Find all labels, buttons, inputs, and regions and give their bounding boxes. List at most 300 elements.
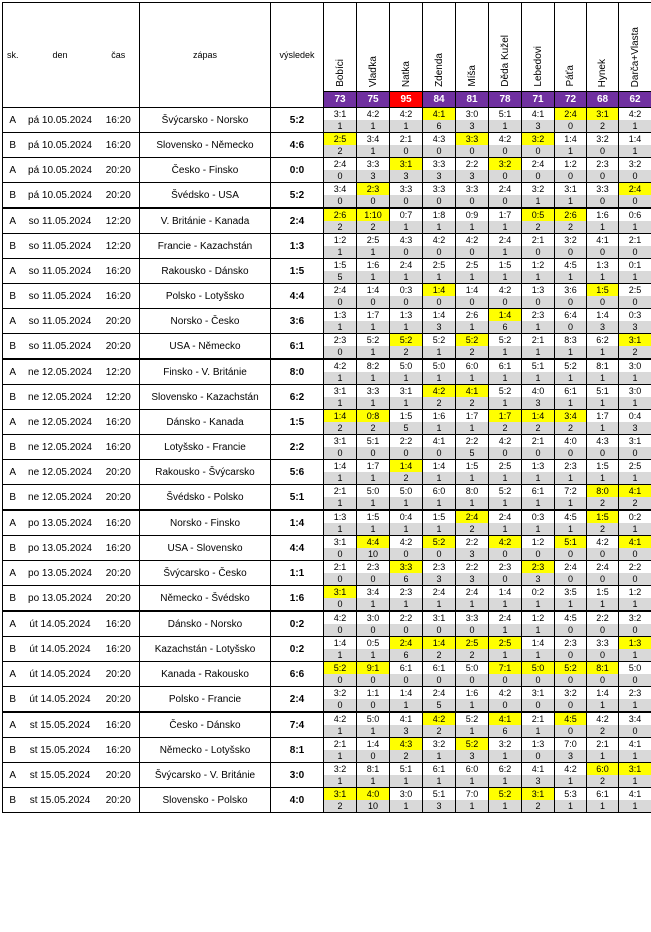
points-cell: 0: [555, 674, 587, 687]
tip-cell: 2:4: [423, 687, 456, 700]
time-cell: 16:20: [98, 510, 140, 536]
points-cell: 1: [489, 397, 522, 410]
points-cell: 3: [619, 422, 651, 435]
player-name: Lebedovi: [533, 46, 544, 87]
result-cell: 8:1: [271, 738, 324, 763]
date-cell: ne 12.05.2024: [23, 385, 98, 410]
player-total-score: 71: [522, 92, 555, 108]
points-cell: 2: [587, 497, 619, 510]
group-cell: A: [3, 259, 23, 284]
points-cell: 1: [619, 221, 651, 234]
time-cell: 16:20: [98, 738, 140, 763]
points-cell: 0: [555, 447, 587, 460]
group-cell: A: [3, 561, 23, 586]
tip-cell: 3:1: [522, 687, 555, 700]
result-cell: 2:2: [271, 435, 324, 460]
points-cell: 0: [619, 548, 651, 561]
points-cell: 6: [489, 321, 522, 334]
tip-cell: 3:1: [587, 108, 619, 121]
points-cell: 1: [489, 472, 522, 485]
tip-cell: 1:2: [522, 259, 555, 272]
time-cell: 20:20: [98, 687, 140, 713]
group-cell: A: [3, 208, 23, 234]
points-cell: 1: [324, 497, 357, 510]
points-cell: 1: [357, 246, 390, 259]
points-cell: 0: [522, 296, 555, 309]
date-cell: po 13.05.2024: [23, 510, 98, 536]
points-cell: 1: [357, 397, 390, 410]
match-cell: USA - Německo: [140, 334, 271, 360]
points-cell: 2: [456, 523, 489, 536]
match-row: [3, 133, 651, 146]
tip-cell: 1:4: [423, 460, 456, 473]
group-cell: B: [3, 788, 23, 813]
tip-cell: 3:1: [619, 334, 651, 347]
player-name: Páťa: [565, 65, 576, 87]
tip-cell: 1:4: [619, 133, 651, 146]
tip-cell: 3:2: [555, 687, 587, 700]
points-cell: 0: [522, 699, 555, 712]
points-cell: 0: [555, 649, 587, 662]
result-cell: 4:6: [271, 133, 324, 158]
player-total-score: 73: [324, 92, 357, 108]
tip-cell: 6:1: [555, 385, 587, 398]
tip-cell: 1:4: [423, 309, 456, 322]
points-cell: 1: [423, 523, 456, 536]
points-cell: 3: [522, 120, 555, 133]
points-cell: 1: [390, 120, 423, 133]
tip-cell: 2:4: [423, 586, 456, 599]
time-cell: 20:20: [98, 561, 140, 586]
tip-cell: 1:10: [357, 208, 390, 221]
tip-cell: 4:2: [489, 435, 522, 448]
match-row: [3, 435, 651, 448]
tip-cell: 6:0: [456, 763, 489, 776]
points-cell: 2: [456, 346, 489, 359]
tip-cell: 2:5: [456, 259, 489, 272]
player-total-score: 72: [555, 92, 587, 108]
tip-cell: 2:1: [324, 561, 357, 574]
tip-cell: 0:5: [357, 637, 390, 650]
tip-cell: 3:5: [555, 586, 587, 599]
group-cell: B: [3, 183, 23, 209]
points-cell: 1: [324, 372, 357, 385]
group-cell: A: [3, 662, 23, 687]
tip-cell: 4:1: [390, 712, 423, 725]
time-cell: 16:20: [98, 284, 140, 309]
points-cell: 3: [522, 397, 555, 410]
match-cell: Švédsko - Polsko: [140, 485, 271, 511]
points-cell: 1: [555, 145, 587, 158]
match-cell: Rakousko - Švýcarsko: [140, 460, 271, 485]
points-cell: 3: [456, 548, 489, 561]
match-cell: Polsko - Francie: [140, 687, 271, 713]
points-cell: 1: [619, 523, 651, 536]
points-cell: 1: [324, 750, 357, 763]
points-cell: 1: [357, 346, 390, 359]
day-header: den: [23, 3, 98, 108]
points-cell: 0: [587, 573, 619, 586]
player-total-score: 62: [619, 92, 651, 108]
time-cell: 16:20: [98, 611, 140, 637]
result-cell: 0:2: [271, 637, 324, 662]
tip-cell: 4:1: [587, 234, 619, 247]
points-cell: 1: [357, 321, 390, 334]
match-row: [3, 611, 651, 624]
points-cell: 1: [489, 775, 522, 788]
tip-cell: 5:0: [522, 662, 555, 675]
time-cell: 12:20: [98, 234, 140, 259]
match-cell: Německo - Švédsko: [140, 586, 271, 612]
tip-cell: 4:2: [587, 712, 619, 725]
tip-cell: 4:2: [489, 536, 522, 549]
tip-cell: 2:6: [456, 309, 489, 322]
tip-cell: 0:3: [390, 284, 423, 297]
tip-cell: 2:4: [456, 586, 489, 599]
points-cell: 1: [489, 750, 522, 763]
tip-cell: 2:1: [324, 738, 357, 751]
tip-cell: 4:2: [390, 108, 423, 121]
tip-cell: 3:4: [357, 586, 390, 599]
points-cell: 2: [619, 346, 651, 359]
time-cell: 20:20: [98, 334, 140, 360]
tip-cell: 2:3: [522, 309, 555, 322]
match-row: [3, 284, 651, 297]
tip-cell: 1:7: [587, 410, 619, 423]
points-cell: 0: [522, 548, 555, 561]
tip-cell: 3:1: [555, 183, 587, 196]
match-row: [3, 234, 651, 247]
tip-cell: 5:2: [456, 712, 489, 725]
result-header: výsledek: [271, 3, 324, 108]
player-name: Darča+Vlasta: [630, 27, 641, 87]
points-cell: 3: [423, 800, 456, 813]
points-cell: 1: [390, 221, 423, 234]
group-cell: A: [3, 763, 23, 788]
points-cell: 0: [587, 447, 619, 460]
points-cell: 1: [619, 775, 651, 788]
match-row: [3, 485, 651, 498]
match-cell: Česko - Dánsko: [140, 712, 271, 738]
points-cell: 0: [587, 195, 619, 208]
points-cell: 1: [619, 472, 651, 485]
tip-cell: 1:5: [587, 284, 619, 297]
points-cell: 0: [522, 674, 555, 687]
tip-cell: 4:5: [555, 259, 587, 272]
tip-cell: 3:3: [456, 133, 489, 146]
points-cell: 3: [423, 170, 456, 183]
tip-cell: 4:1: [522, 108, 555, 121]
points-cell: 1: [619, 372, 651, 385]
match-row: [3, 309, 651, 322]
tipping-table: [2, 2, 651, 813]
tip-cell: 3:0: [456, 108, 489, 121]
group-cell: B: [3, 133, 23, 158]
points-cell: 0: [357, 750, 390, 763]
result-cell: 6:2: [271, 385, 324, 410]
tip-cell: 5:0: [619, 662, 651, 675]
tip-cell: 5:2: [423, 536, 456, 549]
date-cell: so 11.05.2024: [23, 284, 98, 309]
tip-cell: 4:1: [619, 485, 651, 498]
result-cell: 5:1: [271, 485, 324, 511]
tip-cell: 0:3: [522, 510, 555, 523]
match-row: [3, 334, 651, 347]
points-cell: 0: [619, 195, 651, 208]
points-cell: 1: [390, 800, 423, 813]
points-cell: 2: [456, 397, 489, 410]
tip-cell: 2:2: [456, 536, 489, 549]
result-cell: 4:4: [271, 284, 324, 309]
points-cell: 0: [619, 624, 651, 637]
tip-cell: 1:4: [522, 637, 555, 650]
tip-cell: 4:1: [456, 385, 489, 398]
points-cell: 1: [456, 775, 489, 788]
points-cell: 1: [489, 800, 522, 813]
group-cell: A: [3, 712, 23, 738]
tip-cell: 2:5: [324, 133, 357, 146]
time-cell: 16:20: [98, 259, 140, 284]
tip-cell: 5:1: [423, 788, 456, 801]
points-cell: 1: [390, 321, 423, 334]
date-cell: ne 12.05.2024: [23, 359, 98, 385]
tip-cell: 6:0: [456, 359, 489, 372]
tip-cell: 8:0: [587, 485, 619, 498]
match-cell: Kanada - Rakousko: [140, 662, 271, 687]
points-cell: 2: [390, 750, 423, 763]
player-name: Vlaďka: [368, 56, 379, 87]
tip-cell: 2:4: [489, 234, 522, 247]
tip-cell: 3:3: [423, 158, 456, 171]
points-cell: 0: [390, 145, 423, 158]
points-cell: 2: [489, 422, 522, 435]
tip-cell: 0:3: [619, 309, 651, 322]
points-cell: 1: [390, 372, 423, 385]
tip-cell: 1:4: [456, 284, 489, 297]
tip-cell: 3:1: [390, 158, 423, 171]
tip-cell: 2:3: [555, 460, 587, 473]
date-cell: út 14.05.2024: [23, 611, 98, 637]
points-cell: 0: [522, 246, 555, 259]
tip-cell: 0:2: [522, 586, 555, 599]
time-cell: 12:20: [98, 359, 140, 385]
points-cell: 1: [324, 775, 357, 788]
tip-cell: 2:3: [324, 334, 357, 347]
points-cell: 2: [587, 523, 619, 536]
date-cell: so 11.05.2024: [23, 309, 98, 334]
points-cell: 0: [423, 296, 456, 309]
tip-cell: 2:4: [489, 183, 522, 196]
result-cell: 7:4: [271, 712, 324, 738]
tip-cell: 5:1: [357, 435, 390, 448]
points-cell: 1: [522, 497, 555, 510]
points-cell: 1: [456, 598, 489, 611]
tip-cell: 4:0: [357, 788, 390, 801]
date-cell: so 11.05.2024: [23, 259, 98, 284]
group-cell: A: [3, 309, 23, 334]
match-row: [3, 712, 651, 725]
points-cell: 5: [456, 447, 489, 460]
points-cell: 0: [357, 674, 390, 687]
group-cell: B: [3, 485, 23, 511]
points-cell: 6: [390, 649, 423, 662]
tip-cell: 0:6: [619, 208, 651, 221]
points-cell: 0: [390, 246, 423, 259]
points-cell: 0: [619, 296, 651, 309]
match-row: [3, 662, 651, 675]
points-cell: 2: [324, 145, 357, 158]
tip-cell: 3:0: [357, 611, 390, 624]
tip-cell: 4:3: [423, 133, 456, 146]
points-cell: 0: [587, 548, 619, 561]
points-cell: 0: [390, 674, 423, 687]
player-total-score: 84: [423, 92, 456, 108]
points-cell: 1: [390, 775, 423, 788]
tip-cell: 5:2: [456, 334, 489, 347]
tip-cell: 1:5: [423, 510, 456, 523]
result-cell: 1:1: [271, 561, 324, 586]
tip-cell: 4:2: [423, 234, 456, 247]
player-header: [522, 3, 555, 92]
tip-cell: 2:3: [522, 561, 555, 574]
points-cell: 1: [489, 649, 522, 662]
points-cell: 0: [357, 699, 390, 712]
tip-cell: 2:4: [555, 561, 587, 574]
points-cell: 3: [456, 170, 489, 183]
match-cell: Norsko - Finsko: [140, 510, 271, 536]
tip-cell: 2:1: [522, 712, 555, 725]
points-cell: 1: [324, 246, 357, 259]
tip-cell: 2:3: [390, 586, 423, 599]
points-cell: 0: [489, 170, 522, 183]
tip-cell: 1:2: [555, 158, 587, 171]
group-cell: A: [3, 410, 23, 435]
points-cell: 2: [390, 472, 423, 485]
tip-cell: 3:2: [619, 158, 651, 171]
tip-cell: 4:1: [522, 763, 555, 776]
points-cell: 0: [390, 195, 423, 208]
points-cell: 1: [587, 221, 619, 234]
tip-cell: 1:4: [587, 309, 619, 322]
tip-cell: 4:1: [423, 435, 456, 448]
points-cell: 2: [324, 221, 357, 234]
points-cell: 1: [587, 422, 619, 435]
tip-cell: 3:2: [619, 611, 651, 624]
tip-cell: 6:2: [489, 763, 522, 776]
points-cell: 2: [587, 775, 619, 788]
match-cell: Finsko - V. Británie: [140, 359, 271, 385]
tip-cell: 5:2: [390, 334, 423, 347]
points-cell: 2: [587, 120, 619, 133]
match-cell: Německo - Lotyšsko: [140, 738, 271, 763]
tip-cell: 3:4: [324, 183, 357, 196]
tip-cell: 6:1: [587, 788, 619, 801]
points-cell: 1: [555, 497, 587, 510]
points-cell: 0: [456, 296, 489, 309]
tip-cell: 3:3: [456, 611, 489, 624]
tip-cell: 5:2: [555, 359, 587, 372]
tip-cell: 3:3: [390, 183, 423, 196]
player-header: [489, 3, 522, 92]
tip-cell: 7:1: [489, 662, 522, 675]
group-cell: B: [3, 536, 23, 561]
tip-cell: 4:2: [324, 712, 357, 725]
points-cell: 1: [555, 271, 587, 284]
time-cell: 20:20: [98, 485, 140, 511]
points-cell: 1: [522, 472, 555, 485]
points-cell: 0: [489, 548, 522, 561]
tip-cell: 2:5: [489, 460, 522, 473]
tip-cell: 2:5: [619, 460, 651, 473]
tip-cell: 1:3: [522, 738, 555, 751]
points-cell: 1: [324, 321, 357, 334]
tip-cell: 2:1: [324, 485, 357, 498]
points-cell: 1: [456, 271, 489, 284]
points-cell: 1: [522, 346, 555, 359]
tip-cell: 4:2: [489, 133, 522, 146]
points-cell: 0: [522, 750, 555, 763]
points-cell: 1: [522, 649, 555, 662]
tip-cell: 7:0: [456, 788, 489, 801]
points-cell: 3: [522, 573, 555, 586]
tip-cell: 1:6: [423, 410, 456, 423]
points-cell: 0: [587, 246, 619, 259]
points-cell: 1: [489, 271, 522, 284]
tip-cell: 3:2: [324, 763, 357, 776]
tip-cell: 5:0: [357, 712, 390, 725]
tip-cell: 5:2: [324, 662, 357, 675]
result-cell: 5:2: [271, 183, 324, 209]
points-cell: 0: [324, 674, 357, 687]
tip-cell: 6:0: [587, 763, 619, 776]
points-cell: 1: [619, 750, 651, 763]
tip-cell: 1:3: [324, 309, 357, 322]
tip-cell: 2:2: [390, 611, 423, 624]
points-cell: 0: [324, 598, 357, 611]
points-cell: 2: [423, 725, 456, 738]
tip-cell: 1:4: [423, 637, 456, 650]
date-cell: po 13.05.2024: [23, 536, 98, 561]
tip-cell: 0:9: [456, 208, 489, 221]
tip-cell: 1:4: [324, 637, 357, 650]
points-cell: 1: [357, 598, 390, 611]
match-cell: Švýcarsko - V. Británie: [140, 763, 271, 788]
group-cell: B: [3, 385, 23, 410]
tip-cell: 1:7: [357, 309, 390, 322]
player-total-score: 95: [390, 92, 423, 108]
time-cell: 16:20: [98, 712, 140, 738]
date-cell: st 15.05.2024: [23, 712, 98, 738]
tip-cell: 0:2: [619, 510, 651, 523]
player-name: Míša: [467, 65, 478, 87]
result-cell: 2:4: [271, 208, 324, 234]
tip-cell: 2:1: [619, 234, 651, 247]
points-cell: 0: [390, 624, 423, 637]
points-cell: 1: [390, 699, 423, 712]
tip-cell: 1:4: [390, 460, 423, 473]
points-cell: 2: [390, 346, 423, 359]
tip-cell: 3:4: [555, 410, 587, 423]
date-cell: út 14.05.2024: [23, 637, 98, 662]
tip-cell: 1:6: [357, 259, 390, 272]
points-cell: 3: [587, 321, 619, 334]
tip-cell: 1:2: [522, 536, 555, 549]
player-header: [390, 3, 423, 92]
tip-cell: 2:1: [522, 234, 555, 247]
tip-cell: 7:2: [555, 485, 587, 498]
tip-cell: 5:2: [489, 334, 522, 347]
points-cell: 0: [587, 145, 619, 158]
